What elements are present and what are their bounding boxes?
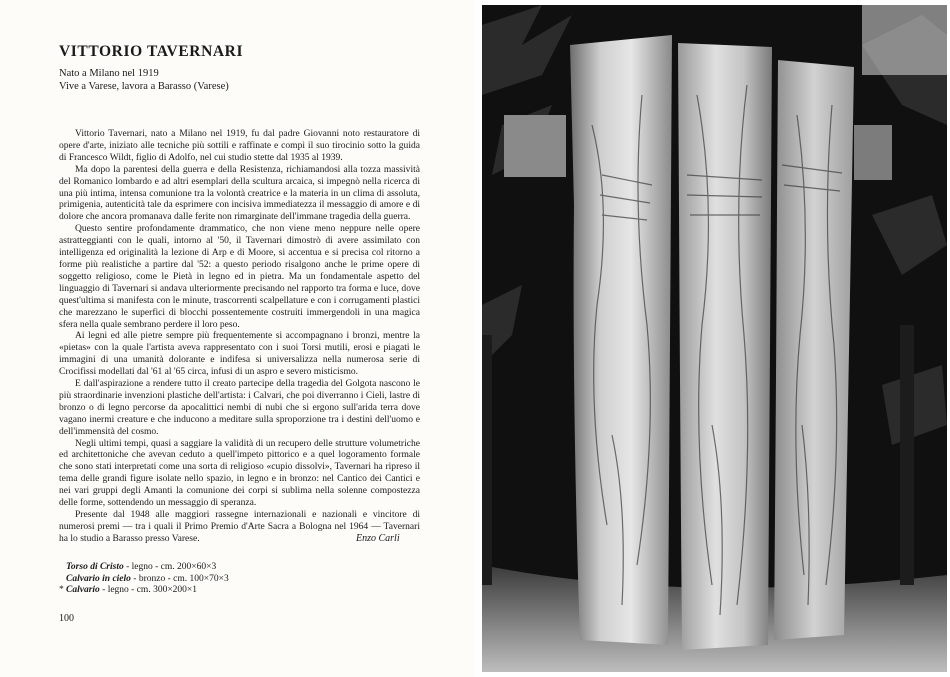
plank-center: [678, 43, 772, 650]
works-list: [59, 562, 229, 597]
essay-paragraph: E dall'aspirazione a rendere tutto il creato partecipe della tragedia del Golgota nascono le più straordinarie invenzioni plastiche dell'artista: i Calvari, che poi diverranno i Cieli, lastre di bronzo o di legno percorse da apocalittici nembi di nubi che si ergono sull'arida terra dove vagano inermi creature e che inducono a meditare sulla sproporzione tra i destini dell'uomo e dell'immensità del cosmo.: [59, 378, 420, 437]
sky-patch: [862, 5, 947, 75]
work-title: Calvario in cielo: [66, 573, 131, 584]
work-item: [59, 574, 229, 586]
crossbar-right: [854, 125, 892, 180]
sculpture-photo-art: [482, 5, 947, 672]
work-item: [59, 562, 229, 574]
crossbar-left: [504, 115, 566, 177]
birth-line: Nato a Milano nel 1919: [59, 68, 159, 79]
work-details: - legno - cm. 200×60×3: [123, 562, 217, 572]
essay-paragraph: Questo sentire profondamente drammatico, che non viene meno neppure nelle opere astratteggianti con le quali, intorno al '50, il Tavernari dimostrò di avere assimilato con intelligenza ed originalità la lezione di Arp e di Moore, si accentua e si precisa col ritorno a forme più realistiche a partire dal '52: a questo periodo risalgono anche le prime opere di soggetto religioso, come le Pietà in legno ed in pietra. Ma un fondamentale aspetto del linguaggio di Tavernari si andava ulteriormente precisando nel rapporto tra forma e luce, dove quest'ultima si manifesta con le minute, trascorrenti scalpellature e con i corrugamenti plastici che marezzano le superfici di blocchi possentemente costruiti immergendoli in una magica sfera nella quale sembrano perdere il loro peso.: [59, 223, 420, 330]
author-signature: Enzo Carli: [356, 533, 400, 544]
essay-paragraph: Presente dal 1948 alle maggiori rassegne internazionali e nazionali e vincitore di numerosi premi — tra i quali il Primo Premio d'Arte Sacra a Bologna nel 1964 — Tavernari ha lo studio a Barasso presso Varese.: [59, 509, 420, 544]
essay-paragraph: Negli ultimi tempi, quasi a saggiare la validità di un recupero delle strutture volumetriche ed architettoniche che avevan ceduto a quell'impeto pittorico e a quel logoramento formale che sono stati interpretati come una sorta di religioso «cupio dissolvi», Tavernari ha ripreso il tema delle grandi figure isolate nello spazio, in legno e in bronzo: nel Cantico dei Cantici e nei vari gruppi degli Amanti la comunione dei corpi si sublima nella solenne compostezza delle forme, sottendendo un messaggio di speranza.: [59, 437, 420, 509]
residence-line: Vive a Varese, lavora a Barasso (Varese): [59, 81, 229, 92]
essay-paragraph: Vittorio Tavernari, nato a Milano nel 1919, fu dal padre Giovanni noto restauratore di opere d'arte, iniziato alle tecniche più sottili e raffinate e compì il suo tirocinio sotto la guida di Francesco Wildt, figlio di Adolfo, nel cui studio stette dal 1935 al 1939.: [59, 128, 420, 163]
sculpture-photograph: [482, 5, 947, 672]
artist-name-heading: VITTORIO TAVERNARI: [59, 43, 244, 60]
tree-trunk: [900, 325, 914, 585]
essay-paragraph: Ai legni ed alle pietre sempre più frequentemente si accompagnano i bronzi, mentre la «pietas» con la quale l'artista aveva rappresentato con i suoi Torsi mutili, erosi e piagati le immagini di una umanità dolorante e indifesa si universalizza nella numerosa serie di Crocifissi modellati dal '61 al '65 circa, infusi di un aspro e severo misticismo.: [59, 330, 420, 378]
plank-left: [570, 35, 672, 645]
work-item: [59, 585, 229, 597]
page-number: 100: [59, 613, 74, 624]
tree-trunk: [482, 335, 492, 585]
illustrated-marker: *: [59, 585, 64, 595]
work-title: Calvario: [66, 585, 100, 595]
work-details: - legno - cm. 300×200×1: [99, 585, 198, 595]
essay-body: [59, 128, 420, 545]
plank-right: [774, 60, 854, 640]
artist-bio-meta: [59, 67, 229, 93]
work-title: Torso di Cristo: [66, 562, 124, 572]
essay-paragraph: Ma dopo la parentesi della guerra e della Resistenza, richiamandosi alla tozza massività del Romanico lombardo e ad altri esemplari della scultura arcaica, si impegnò nella ricerca di una più intima, intensa comunione tra la volontà creatrice e la materia in un clima di assoluta, primigenia, autenticità tale da esprimere con incisiva immediatezza il messaggio di amore e di dolore che ancora promanava dalle ferite non rimarginate dell'immane tragedia della guerra.: [59, 163, 420, 223]
work-details: - bronzo - cm. 100×70×3: [130, 573, 229, 584]
